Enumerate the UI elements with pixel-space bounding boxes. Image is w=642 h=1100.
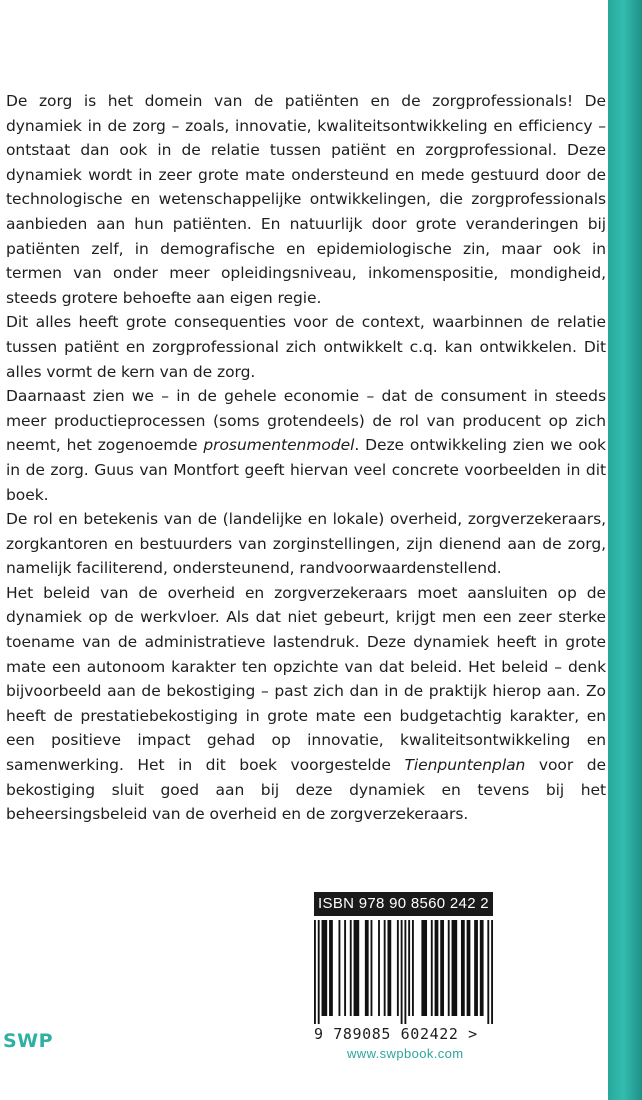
paragraph-text: De rol en betekenis van de (landelijke en lokale) overheid, zorgverzekeraars, zorgkantoren en bestuurders van zorginstellingen, zijn dienend aan de zorg, namelijk faciliterend, ondersteunend, randvoorwaardenstellend. [6, 510, 606, 578]
barcode-bar [431, 920, 433, 1016]
barcode-bar [487, 920, 489, 1024]
barcode-bars [314, 920, 493, 1024]
barcode-bar [401, 920, 403, 1024]
paragraph [6, 89, 606, 310]
barcode-bar [408, 920, 410, 1016]
publisher-logo: SWP [3, 1030, 54, 1052]
barcode-bar [397, 920, 399, 1016]
barcode-bar [421, 920, 427, 1016]
paragraph-text: Dit alles heeft grote consequenties voor de context, waarbinnen de relatie tussen patiënt en zorgprofessional zich ontwikkelt c.q. kan ontwikkelen. Dit alles vormt de kern van de zorg. [6, 313, 606, 381]
barcode-bar [412, 920, 414, 1016]
barcode-bar [338, 920, 340, 1016]
barcode-bar [491, 920, 493, 1024]
barcode-bar [404, 920, 406, 1024]
paragraph-text: . Deze ontwikkeling zien we ook in de zorg. Guus van Montfort geeft hiervan veel concrete voorbeelden in dit boek. [6, 436, 606, 504]
publisher-url: www.swpbook.com [347, 1046, 464, 1061]
barcode-bar [314, 920, 316, 1024]
paragraph [6, 310, 606, 384]
italic-term: prosumentenmodel [203, 436, 355, 455]
barcode-bar [378, 920, 380, 1016]
paragraph [6, 507, 606, 581]
book-spine-stripe [608, 0, 642, 1100]
paragraph-text: De zorg is het domein van de patiënten en de zorgprofessionals! De dynamiek in de zorg – zoals, innovatie, kwaliteitsontwikkeling en efficiency – ontstaat dan ook in de relatie tussen patiënt en zorgprofessional. Deze dynamiek wordt in zeer grote mate ondersteund en mede gestuurd door de technologische en wetenschappelijke ontwikkelingen, die zorgprofessionals aanbieden aan hun patiënten. En natuurlijk door grote veranderingen bij patiënten zelf, in demografische en epidemiologische zin, maar ook in termen van onder meer opleidingsniveau, inkomenspositie, mondigheid, steeds grotere behoefte aan eigen regie. [6, 92, 606, 307]
italic-term: Tienpuntenplan [404, 756, 526, 775]
paragraph-text: voor de bekostiging sluit goed aan bij deze dynamiek en tevens bij het beheersingsbeleid van de overheid en de zorgverzekeraars. [6, 756, 607, 824]
barcode-bar [387, 920, 391, 1016]
paragraph [6, 384, 606, 507]
barcode-bar [467, 920, 471, 1016]
barcode-bar [461, 920, 465, 1016]
barcode-bar [365, 920, 369, 1016]
barcode-bar [474, 920, 478, 1016]
barcode-bar [384, 920, 386, 1016]
barcode-bar [480, 920, 484, 1016]
barcode-bar [350, 920, 352, 1016]
paragraph-text: Daarnaast zien we – in de gehele economie – dat de consument in steeds meer productieprocessen (soms grotendeels) de rol van producent op zich neemt, het zogenoemde [6, 387, 606, 455]
paragraph [6, 581, 606, 827]
barcode-bar [354, 920, 360, 1016]
barcode-bar [440, 920, 444, 1016]
back-cover-text [6, 89, 606, 827]
barcode-bar [371, 920, 373, 1016]
barcode-digits: 9 789085 602422 > [314, 1025, 478, 1043]
barcode-bar [318, 920, 320, 1024]
barcode-bar [452, 920, 458, 1016]
barcode-bar [322, 920, 328, 1016]
paragraph-text: Het beleid van de overheid en zorgverzekeraars moet aansluiten op de dynamiek op de werkvloer. Als dat niet gebeurt, krijgt men een zeer sterke toename van de administratieve lastendruk. Deze dynamiek heeft in grote mate een autonoom karakter ten opzichte van dat beleid. Het beleid – denk bijvoorbeeld aan de bekostiging – past zich dan in de praktijk hierop aan. Zo heeft de prestatiebekostiging in grote mate een budgetachtig karakter, en een positieve impact gehad op innovatie, kwaliteitsontwikkeling en samenwerking. Het in dit boek voorgestelde [6, 583, 606, 775]
barcode-bar [435, 920, 439, 1016]
isbn-barcode-block [314, 892, 493, 1043]
barcode-bar [448, 920, 450, 1016]
barcode-bar [344, 920, 346, 1016]
barcode-bar [329, 920, 333, 1016]
isbn-label: ISBN 978 90 8560 242 2 [314, 892, 493, 916]
